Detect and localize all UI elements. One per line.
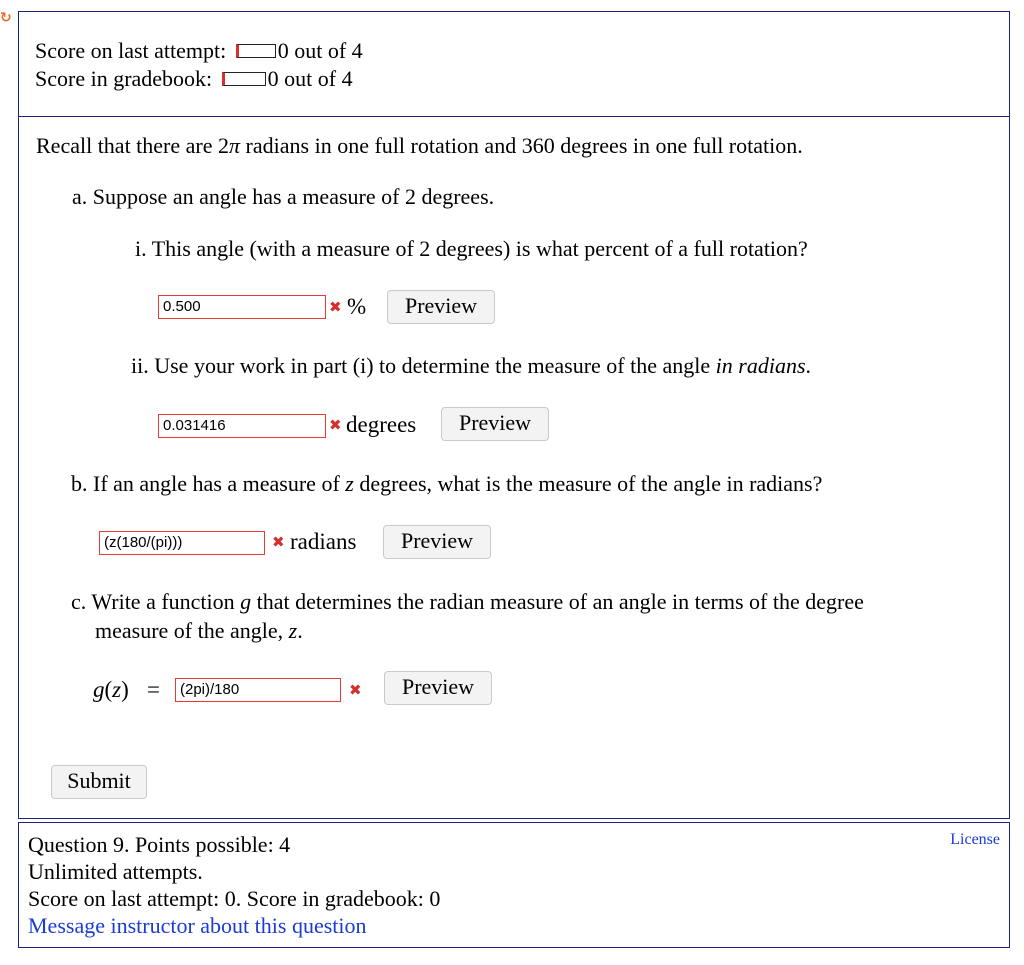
score-gradebook-label: Score in gradebook: <box>35 66 213 91</box>
equals-sign: = <box>147 677 160 702</box>
incorrect-icon: ✖ <box>349 681 362 699</box>
aii-text-italic: in radians <box>715 353 806 378</box>
unit-degrees: degrees <box>346 412 417 437</box>
b-text-1: b. If an angle has a measure of <box>71 471 346 496</box>
c-text-1: c. Write a function <box>71 589 241 614</box>
function-label <box>93 676 129 704</box>
b-text-var: z <box>345 471 354 496</box>
preview-button-c[interactable]: Preview <box>384 671 492 705</box>
score-last-attempt-label: Score on last attempt: <box>35 38 227 63</box>
intro-text-1: Recall that there are 2 <box>36 133 230 158</box>
c-text-4: . <box>297 618 303 643</box>
preview-button-aii[interactable]: Preview <box>441 407 549 441</box>
c-text-var: g <box>240 589 252 614</box>
c-text-2: that determines the radian measure of an angle in terms of the degree <box>251 589 864 614</box>
func-paren-open: ( <box>104 677 113 702</box>
part-c-text-line1 <box>71 588 864 616</box>
score-gradebook-value: 0 out of 4 <box>267 66 353 91</box>
score-last-attempt <box>35 38 363 64</box>
license-link[interactable]: License <box>950 831 1000 848</box>
question-points: Question 9. Points possible: 4 <box>28 832 291 857</box>
func-z: z <box>112 677 122 702</box>
unit-percent: % <box>347 294 367 319</box>
part-ai-text: i. This angle (with a measure of 2 degrees) is what percent of a full rotation? <box>135 236 808 261</box>
score-summary: Score on last attempt: 0. Score in gradebook: 0 <box>28 886 441 911</box>
score-last-attempt-bar <box>236 44 276 58</box>
func-paren-close: ) <box>121 677 129 702</box>
attempts-text: Unlimited attempts. <box>28 859 203 884</box>
score-last-attempt-value: 0 out of 4 <box>277 38 363 63</box>
score-gradebook <box>35 66 353 92</box>
incorrect-icon: ✖ <box>272 533 285 551</box>
part-b-text <box>71 470 822 498</box>
question-panel <box>18 116 1010 819</box>
b-text-2: degrees, what is the measure of the angle in radians? <box>353 471 823 496</box>
c-text-var-z: z <box>288 618 298 643</box>
answer-input-ai[interactable]: 0.500 <box>158 295 326 319</box>
incorrect-icon: ✖ <box>329 298 342 316</box>
answer-input-b[interactable]: (z(180/(pi))) <box>99 531 265 555</box>
part-a-text: a. Suppose an angle has a measure of 2 degrees. <box>72 184 495 209</box>
score-gradebook-bar <box>222 72 266 86</box>
preview-button-b[interactable]: Preview <box>383 525 491 559</box>
c-text-3: measure of the angle, <box>95 618 289 643</box>
submit-button[interactable]: Submit <box>51 765 147 799</box>
refresh-icon[interactable]: ↻ <box>0 10 12 26</box>
preview-button-ai[interactable]: Preview <box>387 290 495 324</box>
aii-text-1: ii. Use your work in part (i) to determine the measure of the angle <box>131 353 716 378</box>
intro-pi: π <box>229 133 241 158</box>
func-g: g <box>93 677 105 702</box>
question-info-panel <box>18 822 1010 948</box>
message-instructor-link[interactable]: Message instructor about this question <box>28 913 367 938</box>
score-panel <box>18 11 1010 117</box>
unit-radians: radians <box>290 529 357 554</box>
part-aii-text <box>131 352 811 380</box>
intro-text-2: radians in one full rotation and 360 degrees in one full rotation. <box>240 133 803 158</box>
answer-input-aii[interactable]: 0.031416 <box>158 414 326 438</box>
question-intro <box>36 132 803 160</box>
part-c-text-line2 <box>95 617 303 645</box>
answer-input-c[interactable]: (2pi)/180 <box>175 678 341 702</box>
incorrect-icon: ✖ <box>329 416 342 434</box>
aii-text-2: . <box>805 353 812 378</box>
